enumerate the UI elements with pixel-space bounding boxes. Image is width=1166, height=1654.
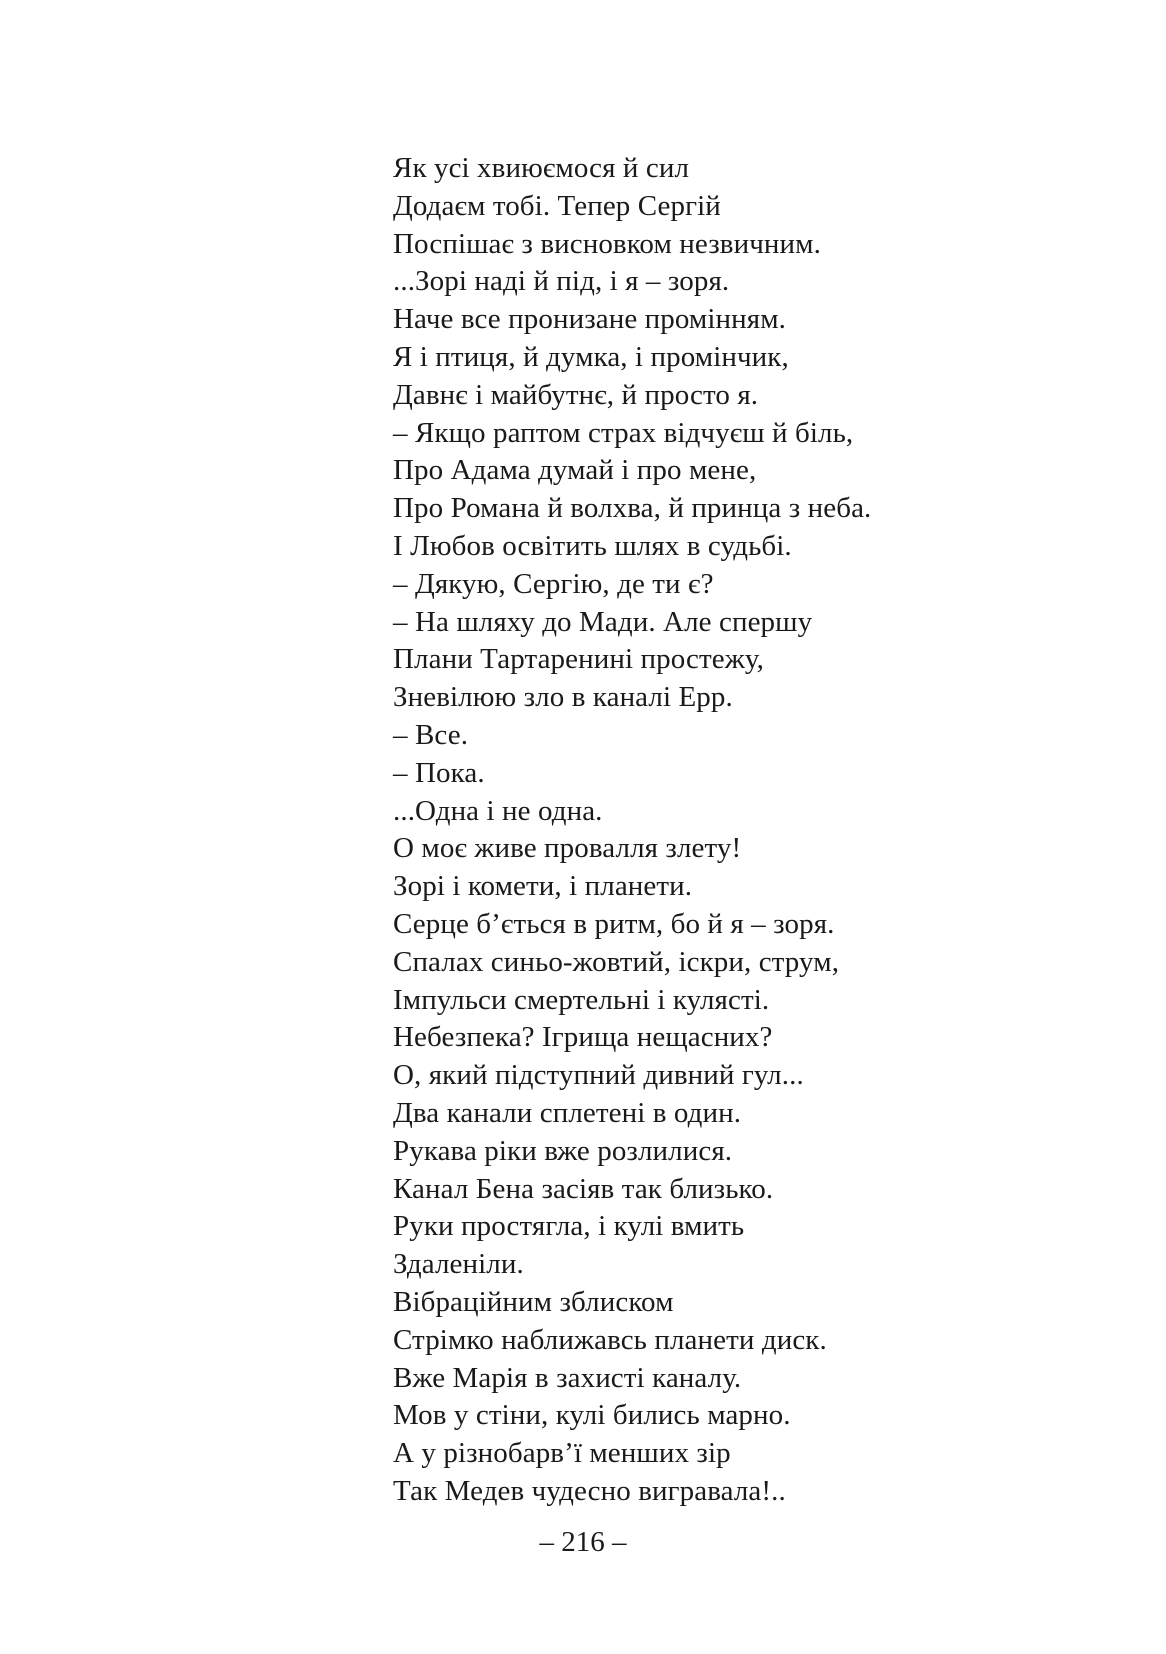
poem-line: Спалах синьо-жовтий, іскри, струм, bbox=[393, 945, 840, 978]
poem-line: Плани Тартаренині простежу, bbox=[393, 643, 764, 676]
poem-line: Імпульси смертельні і кулясті. bbox=[393, 983, 770, 1016]
poem-line: О моє живе провалля злету! bbox=[393, 832, 742, 865]
poem-line: Зорі і комети, і планети. bbox=[393, 870, 693, 903]
poem-line: Наче все пронизане промінням. bbox=[393, 303, 787, 336]
poem-line: ...Зорі наді й під, і я – зоря. bbox=[393, 265, 730, 298]
poem-line: – На шляху до Мади. Але спершу bbox=[393, 605, 813, 638]
poem-line: Канал Бена засіяв так близько. bbox=[393, 1172, 774, 1205]
poem-line: Про Адама думай і про мене, bbox=[393, 454, 757, 487]
poem-line: Руки простягла, і кулі вмить bbox=[393, 1210, 745, 1243]
poem-line: Вібраційним зблиском bbox=[393, 1285, 674, 1318]
page-number: – 216 – bbox=[539, 1526, 627, 1558]
poem-line: Як усі хвиюємося й сил bbox=[393, 152, 690, 184]
poem-line: – Все. bbox=[393, 718, 469, 751]
poem-line: Про Романа й волхва, й принца з неба. bbox=[393, 492, 872, 525]
poem-line: ...Одна і не одна. bbox=[393, 794, 603, 827]
poem-line: – Пока. bbox=[393, 756, 485, 789]
poem-line: Небезпека? Ігрища нещасних? bbox=[393, 1021, 773, 1054]
poem-line: А у різнобарв’ї менших зір bbox=[393, 1437, 731, 1470]
poem-line: Давнє і майбутнє, й просто я. bbox=[393, 378, 759, 411]
poem-line: Я і птиця, й думка, і промінчик, bbox=[393, 340, 789, 373]
poem-line: Мов у стіни, кулі бились марно. bbox=[393, 1399, 791, 1432]
poem-line: Додаєм тобі. Тепер Сергій bbox=[393, 189, 721, 222]
poem-line: Стрімко наближавсь планети диск. bbox=[393, 1323, 827, 1356]
poem-line: Так Медев чудесно вигравала!.. bbox=[393, 1474, 786, 1507]
poem-line: І Любов освітить шлях в судьбі. bbox=[393, 529, 792, 562]
poem-text bbox=[393, 150, 871, 1511]
poem-line: Рукава ріки вже розлилися. bbox=[393, 1134, 733, 1167]
poem-line: Поспішає з висновком незвичним. bbox=[393, 227, 821, 260]
poem-line: Зневілюю зло в каналі Ерр. bbox=[393, 681, 733, 714]
poem-line: Здаленіли. bbox=[393, 1248, 524, 1281]
poem-line: – Дякую, Сергію, де ти є? bbox=[393, 567, 714, 600]
poem-line: – Якщо раптом страх відчуєш й біль, bbox=[393, 416, 854, 449]
poem-line: Два канали сплетені в один. bbox=[393, 1096, 742, 1129]
poem-line: Серце б’ється в ритм, бо й я – зоря. bbox=[393, 907, 835, 940]
poem-line: Вже Марія в захисті каналу. bbox=[393, 1361, 742, 1394]
poem-line: О, який підступний дивний гул... bbox=[393, 1059, 804, 1092]
